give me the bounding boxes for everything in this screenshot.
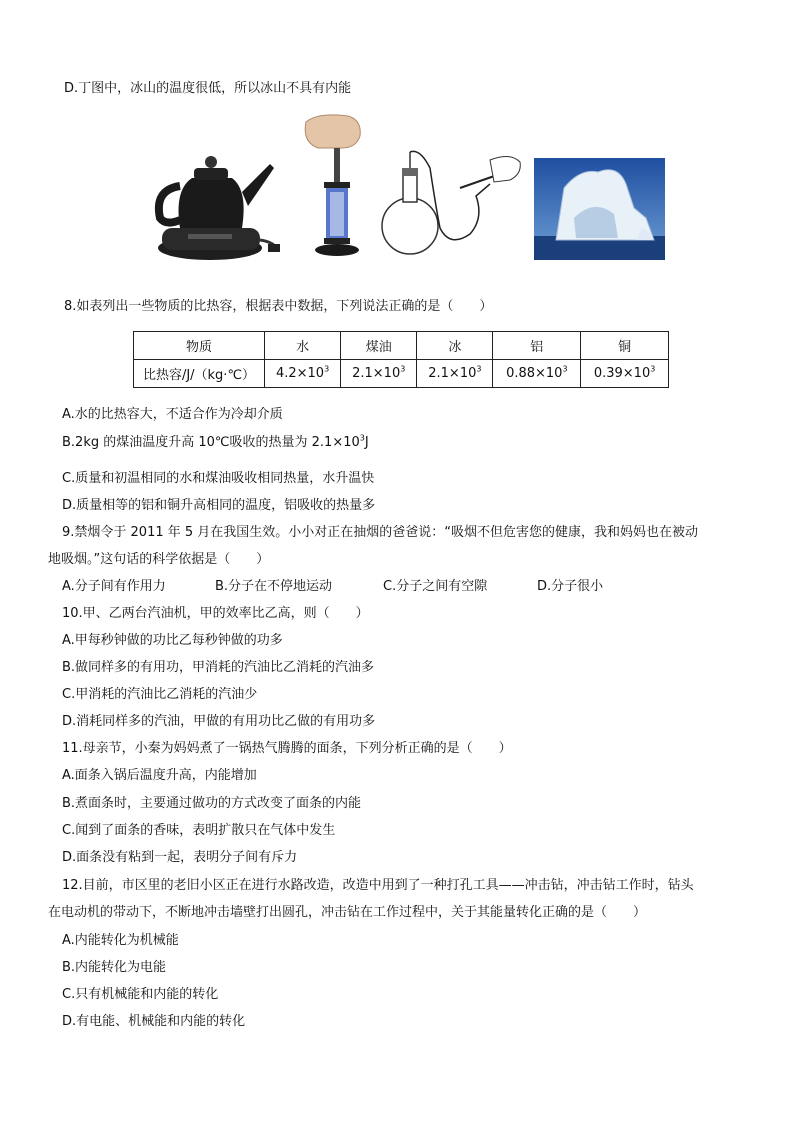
- q9-option-c: C.分子之间有空隙: [383, 579, 488, 594]
- iceberg-image: [534, 158, 665, 260]
- q10-stem: 10.甲、乙两台汽油机，甲的效率比乙高，则（ ）: [62, 606, 369, 621]
- table-header-cell: 铝: [493, 332, 581, 360]
- table-header-cell: 物质: [134, 332, 265, 360]
- q9-option-b: B.分子在不停地运动: [215, 579, 333, 594]
- q12-stem-line-2: 在电动机的带动下，不断地冲击墙壁打出圆孔，冲击钻在工作过程中，关于其能量转化正确的是（ ）: [48, 905, 647, 920]
- table-header-cell: 水: [265, 332, 341, 360]
- q10-option-d: D.消耗同样多的汽油，甲做的有用功比乙做的有用功多: [62, 714, 376, 729]
- table-cell: $0.88\times 10^3$: [493, 360, 581, 388]
- electric-kettle-image: [150, 140, 285, 265]
- q12-option-a: A.内能转化为机械能: [62, 933, 179, 948]
- table-header-cell: 煤油: [341, 332, 417, 360]
- specific-heat-table: [133, 331, 669, 388]
- q11-option-d: D.面条没有粘到一起，表明分子间有斥力: [62, 850, 298, 865]
- table-row: [134, 360, 669, 388]
- q9-stem-line-2: 地吸烟。”这句话的科学依据是（ ）: [48, 552, 270, 567]
- q7-option-d: D.丁图中，冰山的温度很低，所以冰山不具有内能: [64, 81, 352, 96]
- q12-option-d: D.有电能、机械能和内能的转化: [62, 1014, 246, 1029]
- q11-option-c: C.闻到了面条的香味，表明扩散只在气体中发生: [62, 823, 336, 838]
- table-header-cell: 铜: [581, 332, 669, 360]
- q8-option-d: D.质量相等的铝和铜升高相同的温度，铝吸收的热量多: [62, 498, 376, 513]
- q9-option-d: D.分子很小: [537, 579, 604, 594]
- table-row-label: 比热容/J/（kg·℃）: [134, 360, 265, 388]
- q11-option-b: B.煮面条时，主要通过做功的方式改变了面条的内能: [62, 796, 362, 811]
- table-header-row: [134, 332, 669, 360]
- table-cell: $0.39\times 10^3$: [581, 360, 669, 388]
- q12-option-c: C.只有机械能和内能的转化: [62, 987, 219, 1002]
- table-header-cell: 冰: [417, 332, 493, 360]
- q11-stem: 11.母亲节，小秦为妈妈煮了一锅热气腾腾的面条，下列分析正确的是（ ）: [62, 741, 512, 756]
- air-pump-image: [298, 112, 373, 262]
- q8-stem: 8.如表列出一些物质的比热容，根据表中数据，下列说法正确的是（ ）: [64, 299, 493, 314]
- q10-option-b: B.做同样多的有用功，甲消耗的汽油比乙消耗的汽油多: [62, 660, 375, 675]
- q9-stem-line-1: 9.禁烟令于 2011 年 5 月在我国生效。小小对正在抽烟的爸爸说：“吸烟不但危害您的健康，我和妈妈也在被动: [62, 525, 699, 540]
- q12-option-b: B.内能转化为电能: [62, 960, 167, 975]
- q12-stem-line-1: 12.目前，市区里的老旧小区正在进行水路改造，改造中用到了一种打孔工具——冲击钻，冲击钻工作时，钻头: [62, 878, 694, 893]
- q8-option-c: C.质量和初温相同的水和煤油吸收相同热量，水升温快: [62, 471, 375, 486]
- table-cell: $2.1\times 10^3$: [341, 360, 417, 388]
- q9-option-a: A.分子间有作用力: [62, 579, 166, 594]
- q10-option-c: C.甲消耗的汽油比乙消耗的汽油少: [62, 687, 258, 702]
- table-cell: $4.2\times 10^3$: [265, 360, 341, 388]
- q10-option-a: A.甲每秒钟做的功比乙每秒钟做的功多: [62, 633, 283, 648]
- q8-option-a: A.水的比热容大，不适合作为冷却介质: [62, 407, 283, 422]
- table-cell: $2.1\times 10^3$: [417, 360, 493, 388]
- flask-and-soldering-iron-image: [380, 148, 525, 263]
- q8-option-b: B.2kg 的煤油温度升高 10℃吸收的热量为 $2.1\times 10^3J$: [62, 433, 369, 450]
- q11-option-a: A.面条入锅后温度升高，内能增加: [62, 768, 257, 783]
